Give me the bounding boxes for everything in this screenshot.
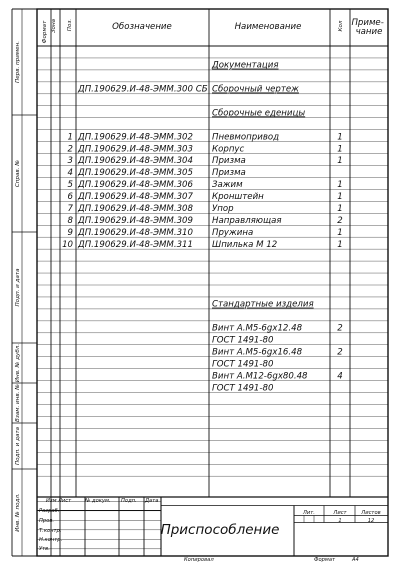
row-designation: ДП.190629.И-48-ЭММ.302 [78,132,193,143]
footer-format-value: А4 [352,557,359,563]
row-designation: ДП.190629.И-48-ЭММ.307 [78,192,193,203]
header-format: Формат [42,20,48,44]
row-qty: 2 [337,323,343,334]
footer-copied: Копировал [184,557,214,563]
header-note: Приме- чание [351,18,384,37]
row-qty: 1 [337,227,343,238]
row-name: Упор [212,204,234,214]
row-pos: 8 [67,215,73,226]
side-label: Перв. примен. [15,41,21,83]
row-designation: ДП.190629.И-48-ЭММ.309 [78,215,193,226]
row-name: ГОСТ 1491-80 [212,359,274,370]
row-qty: 1 [337,144,343,155]
side-label: Справ. № [15,159,21,188]
header-qty: Кол [338,20,344,32]
row-name: Документация [212,60,279,71]
tb-role-tkontr: Т.контр. [39,528,62,534]
tb-col-date: Дата [145,498,159,504]
row-pos: 7 [67,204,73,214]
row-designation: ДП.190629.И-48-ЭММ.304 [78,156,193,167]
side-label: Инв. № дубл. [15,343,21,383]
row-qty: 2 [337,215,343,226]
tb-role-utv: Утв. [39,546,50,552]
tb-col-doc: № докум. [85,498,111,504]
tb-col-sign: Подп. [121,498,137,504]
row-qty: 4 [337,371,343,382]
row-designation: ДП.190629.И-48-ЭММ.303 [78,144,193,155]
tb-sheets-label: Листов [361,510,381,516]
row-qty: 1 [337,204,343,214]
row-qty: 1 [337,132,343,143]
row-designation: ДП.190629.И-48-ЭММ.308 [78,204,193,214]
row-pos: 5 [67,180,73,191]
row-name: Призма [212,168,246,179]
row-qty: 1 [337,156,343,167]
side-label: Подп. и дата [15,426,21,466]
tb-role-prov: Пров. [39,518,55,524]
footer-format-label: Формат [314,557,336,563]
row-name: Зажим [212,180,243,191]
row-pos: 1 [67,132,73,143]
tb-sheet-label: Лист [333,510,347,516]
row-name: Корпус [212,144,245,155]
tb-col-izm: Изм [46,498,57,504]
header-designation: Обозначение [112,22,172,32]
row-qty: 2 [337,347,343,358]
tb-role-nkontr: Н.контр. [39,537,63,543]
row-designation: ДП.190629.И-48-ЭММ.305 [78,168,193,179]
row-name: Стандартные изделия [212,299,314,310]
row-designation: ДП.190629.И-48-ЭММ.311 [78,239,193,250]
row-pos: 4 [67,168,73,179]
row-designation: ДП.190629.И-48-ЭММ.300 СБ [78,84,208,95]
side-label: Подп. и дата [15,268,21,307]
row-designation: ДП.190629.И-48-ЭММ.310 [78,227,193,238]
side-label: Инв. № подл. [15,493,21,532]
row-name: Винт А.М5-6gх12.48 [212,323,303,334]
row-name: Сборочный чертеж [212,84,299,95]
tb-col-list: Лист [58,498,72,504]
row-pos: 2 [67,144,73,155]
row-name: ГОСТ 1491-80 [212,335,274,346]
tb-role-razrab: Разраб. [39,508,60,514]
table-rows [62,61,343,394]
row-name: Шпилька М 12 [212,239,278,250]
title-block [39,498,381,552]
tb-lit-label: Лит. [303,510,315,516]
side-label: Взам. инв. № [15,384,21,422]
row-name: Пружина [212,227,254,238]
header-name: Наименование [234,22,302,32]
row-pos: 10 [62,239,73,250]
row-name: Кронштейн [212,192,264,203]
tb-sheets-value: 12 [367,518,375,524]
table-header [42,18,387,43]
page-footer [184,557,359,563]
row-name: Винт А.М5-6gх16.48 [212,347,303,358]
header-zone: Зона [51,18,57,34]
row-qty: 1 [337,239,343,250]
row-name: Направляющая [212,215,282,226]
header-pos: Поз. [67,18,73,32]
row-pos: 6 [67,192,73,203]
side-stamp-labels [15,41,21,532]
row-name: Сборочные еденицы [212,108,306,119]
row-pos: 3 [67,156,73,167]
row-qty: 1 [337,180,343,191]
row-name: Призма [212,156,246,167]
tb-sheet-value: 1 [338,518,342,524]
document-title: Приспособление [160,522,280,538]
row-name: Пневмопривод [212,132,280,143]
row-qty: 1 [337,192,343,203]
row-designation: ДП.190629.И-48-ЭММ.306 [78,180,193,191]
row-name: Винт А.М12-6gх80.48 [212,371,308,382]
row-pos: 9 [67,227,73,238]
row-name: ГОСТ 1491-80 [212,383,274,394]
